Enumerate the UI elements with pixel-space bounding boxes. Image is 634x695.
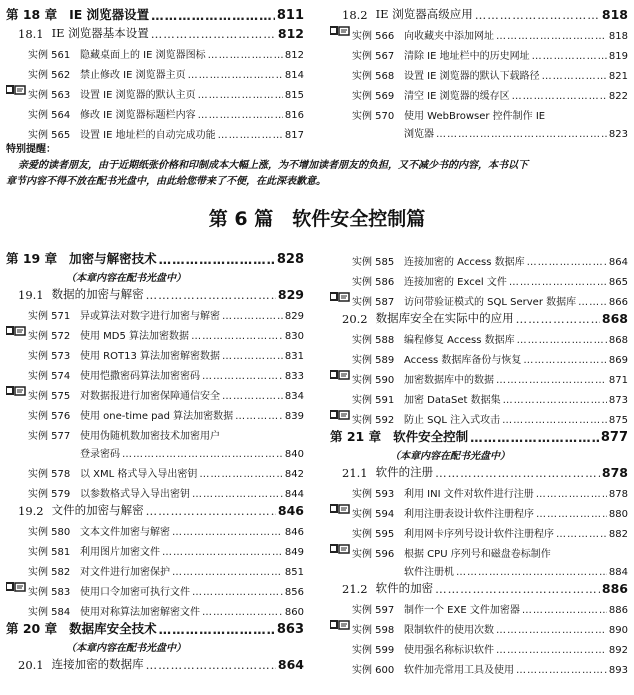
- page-number: 893: [608, 665, 628, 676]
- entry-label: 实例 566: [352, 31, 395, 42]
- toc-column-top-left: [6, 4, 304, 141]
- leader-dots: [523, 355, 606, 366]
- cd-example-icon: [6, 580, 26, 594]
- leader-dots: [522, 605, 607, 616]
- page-number: 812: [277, 26, 304, 41]
- entry-label: 实例 587: [352, 297, 395, 308]
- leader-dots: [146, 658, 276, 672]
- leader-dots: [496, 625, 607, 636]
- entry-label: 实例 574: [28, 371, 71, 382]
- leader-dots: [192, 587, 283, 598]
- page-number: 816: [284, 110, 304, 121]
- section-title: IE 浏览器基本设置: [51, 26, 149, 40]
- entry-title: 禁止修改 IE 浏览器主页: [80, 70, 186, 81]
- page-number: 823: [608, 129, 628, 140]
- leader-dots: [172, 527, 283, 538]
- entry-title: 软件加壳常用工具及使用: [404, 665, 514, 676]
- page-number: 878: [601, 465, 628, 480]
- entry-label: 实例 575: [28, 391, 71, 402]
- page-number: 873: [608, 395, 628, 406]
- toc-entry: [6, 460, 304, 480]
- leader-dots: [578, 297, 607, 308]
- page-number: 882: [608, 529, 628, 540]
- entry-title: 利用 INI 文件对软件进行注册: [404, 489, 534, 500]
- toc-entry: [330, 616, 628, 636]
- entry-label: 实例 563: [28, 90, 71, 101]
- toc-entry: [330, 308, 628, 326]
- entry-label: 实例 594: [352, 509, 395, 520]
- entry-title: 文本文件加密与解密: [80, 527, 170, 538]
- page-number: 880: [608, 509, 628, 520]
- page-number: 839: [284, 411, 304, 422]
- entry-label: 实例 573: [28, 351, 71, 362]
- entry-label: 实例 589: [352, 355, 395, 366]
- entry-label: 实例 579: [28, 489, 71, 500]
- section-title: 软件的加密: [375, 581, 434, 595]
- page-number: 821: [608, 71, 628, 82]
- section-label: 18.2: [342, 8, 368, 22]
- page-number: 846: [277, 503, 304, 518]
- entry-title: 清除 IE 地址栏中的历史网址: [404, 51, 530, 62]
- section-title: 数据的加密与解密: [51, 287, 144, 301]
- toc-entry: [330, 326, 628, 346]
- toc-entry: [330, 102, 628, 122]
- entry-title: 软件注册机: [404, 567, 454, 578]
- toc-entry: [330, 62, 628, 82]
- page-number: 875: [608, 415, 628, 426]
- leader-dots: [122, 449, 283, 460]
- page-number: 829: [277, 287, 304, 302]
- leader-dots: [192, 489, 283, 500]
- leader-dots: [527, 257, 607, 268]
- leader-dots: [202, 607, 283, 618]
- note-line-2: 章节内容不得不放在配书光盘中，由此给您带来了不便，在此深表歉意。: [6, 176, 326, 187]
- leader-dots: [435, 466, 600, 480]
- page-number: 814: [284, 70, 304, 81]
- entry-title: 登录密码: [80, 449, 120, 460]
- chapter-title: 加密与解密技术: [69, 251, 157, 266]
- toc-entry: [330, 122, 628, 140]
- toc-entry: [330, 248, 628, 268]
- toc-entry: [6, 538, 304, 558]
- page-number: 856: [284, 587, 304, 598]
- entry-label: 实例 585: [352, 257, 395, 268]
- leader-dots: [496, 645, 607, 656]
- toc-entry: [6, 4, 304, 23]
- toc-entry: [330, 346, 628, 366]
- chapter-note: （本章内容在配书光盘中）: [66, 273, 186, 284]
- toc-entry: [6, 500, 304, 518]
- entry-title: 异或算法对数字进行加密与解密: [80, 311, 220, 322]
- leader-dots: [496, 375, 607, 386]
- entry-title: 连接加密的 Access 数据库: [404, 257, 525, 268]
- toc-entry: [6, 362, 304, 382]
- leader-dots: [191, 331, 283, 342]
- toc-entry: [6, 101, 304, 121]
- section-title: 文件的加密与解密: [51, 503, 144, 517]
- chapter-title: 数据库安全技术: [69, 621, 157, 636]
- chapter-note: （本章内容在配书光盘中）: [390, 451, 510, 462]
- toc-entry: [6, 267, 304, 284]
- leader-dots: [512, 91, 607, 102]
- page-number: 892: [608, 645, 628, 656]
- toc-column-left: [6, 248, 304, 672]
- leader-dots: [222, 351, 283, 362]
- section-title: IE 浏览器高级应用: [375, 7, 473, 21]
- page-number: 884: [608, 567, 628, 578]
- cd-example-icon: [6, 83, 26, 97]
- leader-dots: [146, 288, 276, 302]
- entry-label: 实例 562: [28, 70, 71, 81]
- toc-entry: [330, 480, 628, 500]
- toc-entry: [6, 61, 304, 81]
- toc-entry: [330, 500, 628, 520]
- toc-entry: [6, 618, 304, 637]
- leader-dots: [172, 567, 283, 578]
- cd-example-icon: [6, 324, 26, 338]
- toc-entry: [6, 518, 304, 538]
- leader-dots: [517, 335, 607, 346]
- page-number: 844: [284, 489, 304, 500]
- entry-label: 实例 595: [352, 529, 395, 540]
- section-title: 软件的注册: [375, 465, 434, 479]
- entry-label: 实例 565: [28, 130, 71, 141]
- leader-dots: [222, 311, 283, 322]
- leader-dots: [556, 529, 607, 540]
- leader-dots: [536, 489, 607, 500]
- entry-title: 加密 DataSet 数据集: [404, 395, 501, 406]
- cd-example-icon: [330, 618, 350, 632]
- toc-entry: [330, 560, 628, 578]
- toc-entry: [6, 284, 304, 302]
- leader-dots: [199, 469, 282, 480]
- leader-dots: [159, 252, 275, 267]
- page-number: 851: [284, 567, 304, 578]
- entry-title: 限制软件的使用次数: [404, 625, 494, 636]
- entry-title: 清空 IE 浏览器的缓存区: [404, 91, 510, 102]
- leader-dots: [516, 665, 607, 676]
- entry-label: 实例 586: [352, 277, 395, 288]
- entry-title: 向收藏夹中添加网址: [404, 31, 494, 42]
- entry-label: 实例 571: [28, 311, 71, 322]
- page-number: 886: [601, 581, 628, 596]
- leader-dots: [435, 582, 600, 596]
- leader-dots: [235, 411, 283, 422]
- entry-title: 设置 IE 浏览器的默认主页: [80, 90, 196, 101]
- page-number: 818: [608, 31, 628, 42]
- toc-entry: [330, 656, 628, 676]
- note-line-1: 亲爱的读者朋友，由于近期纸张价格和印制成本大幅上涨，为不增加读者朋友的负担，又不减少书的内容，本书以下: [18, 160, 528, 171]
- page-number: 812: [284, 50, 304, 61]
- toc-entry: [6, 382, 304, 402]
- leader-dots: [536, 509, 607, 520]
- page-number: 842: [284, 469, 304, 480]
- entry-label: 实例 588: [352, 335, 395, 346]
- leader-dots: [496, 31, 607, 42]
- page-number: 860: [284, 607, 304, 618]
- entry-label: 实例 578: [28, 469, 71, 480]
- entry-label: 实例 599: [352, 645, 395, 656]
- toc-entry: [6, 41, 304, 61]
- chapter-title: IE 浏览器设置: [69, 7, 150, 22]
- toc-entry: [330, 4, 628, 22]
- toc-entry: [6, 342, 304, 362]
- leader-dots: [516, 312, 600, 326]
- leader-dots: [436, 129, 607, 140]
- toc-entry: [330, 596, 628, 616]
- page-number: 829: [284, 311, 304, 322]
- entry-label: 实例 570: [352, 111, 395, 122]
- page-number: 864: [277, 657, 304, 672]
- entry-title: 防止 SQL 注入式攻击: [404, 415, 501, 426]
- chapter-note: （本章内容在配书光盘中）: [66, 643, 186, 654]
- page-number: 878: [608, 489, 628, 500]
- cd-example-icon: [330, 408, 350, 422]
- entry-title: Access 数据库备份与恢复: [404, 355, 522, 366]
- page-number: 868: [601, 311, 628, 326]
- entry-label: 实例 596: [352, 549, 395, 560]
- entry-title: 使用 one-time pad 算法加密数据: [80, 411, 234, 422]
- section-title: 数据库安全在实际中的应用: [375, 311, 514, 325]
- cd-example-icon: [330, 24, 350, 38]
- page-number: 815: [284, 90, 304, 101]
- entry-title: 修改 IE 浏览器标题栏内容: [80, 110, 196, 121]
- leader-dots: [222, 391, 283, 402]
- page-number: 818: [601, 7, 628, 22]
- cd-example-icon: [330, 502, 350, 516]
- entry-title: 访问带验证模式的 SQL Server 数据库: [404, 297, 577, 308]
- entry-label: 实例 564: [28, 110, 71, 121]
- toc-entry: [6, 558, 304, 578]
- toc-entry: [330, 578, 628, 596]
- page-number: 828: [276, 252, 304, 267]
- special-note: [6, 140, 630, 188]
- leader-dots: [208, 50, 283, 61]
- section-label: 19.2: [18, 504, 44, 518]
- toc-entry: [330, 42, 628, 62]
- toc-entry: [6, 248, 304, 267]
- leader-dots: [503, 395, 607, 406]
- section-label: 18.1: [18, 27, 44, 41]
- entry-title: 制作一个 EXE 文件加密器: [404, 605, 520, 616]
- leader-dots: [146, 504, 276, 518]
- entry-title: 使用 MD5 算法加密数据: [80, 331, 190, 342]
- leader-dots: [542, 71, 607, 82]
- leader-dots: [509, 277, 607, 288]
- entry-label: 实例 581: [28, 547, 71, 558]
- page-number: 886: [608, 605, 628, 616]
- page-number: 849: [284, 547, 304, 558]
- toc-entry: [330, 406, 628, 426]
- toc-entry: [6, 23, 304, 41]
- entry-title: 对数据报进行加密保障通信安全: [80, 391, 220, 402]
- page-number: 831: [284, 351, 304, 362]
- toc-entry: [6, 637, 304, 654]
- toc-column-right: [330, 248, 628, 676]
- entry-label: 实例 582: [28, 567, 71, 578]
- leader-dots: [159, 622, 275, 637]
- toc-entry: [6, 322, 304, 342]
- cd-example-icon: [330, 290, 350, 304]
- chapter-label: 第 21 章: [330, 429, 382, 444]
- entry-label: 实例 568: [352, 71, 395, 82]
- toc-entry: [330, 366, 628, 386]
- entry-title: 设置 IE 浏览器的默认下载路径: [404, 71, 540, 82]
- leader-dots: [162, 547, 283, 558]
- page-number: 811: [276, 8, 304, 23]
- leader-dots: [470, 430, 599, 445]
- entry-label: 实例 561: [28, 50, 71, 61]
- leader-dots: [202, 371, 283, 382]
- page-number: 840: [284, 449, 304, 460]
- entry-title: 使用强名称标识软件: [404, 645, 494, 656]
- cd-example-icon: [330, 368, 350, 382]
- toc-entry: [6, 302, 304, 322]
- entry-label: 实例 597: [352, 605, 395, 616]
- page-number: 863: [276, 622, 304, 637]
- entry-title: 设置 IE 地址栏的自动完成功能: [80, 130, 216, 141]
- page-number: 890: [608, 625, 628, 636]
- toc-entry: [6, 480, 304, 500]
- page-number: 869: [608, 355, 628, 366]
- entry-label: 实例 583: [28, 587, 71, 598]
- toc-entry: [6, 442, 304, 460]
- toc-entry: [330, 636, 628, 656]
- section-title: 连接加密的数据库: [51, 657, 144, 671]
- entry-label: 实例 591: [352, 395, 395, 406]
- leader-dots: [456, 567, 607, 578]
- entry-label: 实例 577: [28, 431, 71, 442]
- entry-label: 实例 580: [28, 527, 71, 538]
- toc-entry: [330, 288, 628, 308]
- entry-label: 实例 567: [352, 51, 395, 62]
- page-number: 865: [608, 277, 628, 288]
- page-number: 819: [608, 51, 628, 62]
- entry-title: 使用 ROT13 算法加密解密数据: [80, 351, 221, 362]
- toc-entry: [6, 121, 304, 141]
- entry-title: 对文件进行加密保护: [80, 567, 170, 578]
- toc-entry: [330, 386, 628, 406]
- toc-entry: [330, 445, 628, 462]
- chapter-label: 第 20 章: [6, 621, 58, 636]
- toc-entry: [330, 426, 628, 445]
- entry-title: 使用口令加密可执行文件: [80, 587, 190, 598]
- entry-label: 实例 590: [352, 375, 395, 386]
- entry-title: 以 XML 格式导入导出密钥: [80, 469, 198, 480]
- chapter-label: 第 18 章: [6, 7, 58, 22]
- toc-entry: [330, 22, 628, 42]
- leader-dots: [532, 51, 607, 62]
- leader-dots: [198, 110, 283, 121]
- leader-dots: [151, 27, 276, 41]
- section-label: 21.1: [342, 466, 368, 480]
- entry-label: 实例 576: [28, 411, 71, 422]
- cd-example-icon: [6, 384, 26, 398]
- entry-label: 实例 598: [352, 625, 395, 636]
- entry-label: 实例 569: [352, 91, 395, 102]
- section-label: 20.2: [342, 312, 368, 326]
- entry-title: 以参数格式导入导出密钥: [80, 489, 190, 500]
- toc-entry: [6, 81, 304, 101]
- page-number: 822: [608, 91, 628, 102]
- page-number: 866: [608, 297, 628, 308]
- toc-entry: [6, 578, 304, 598]
- entry-title: 隐藏桌面上的 IE 浏览器图标: [80, 50, 206, 61]
- toc-entry: [6, 654, 304, 672]
- page-number: 830: [284, 331, 304, 342]
- page-number: 877: [600, 430, 628, 445]
- page-number: 864: [608, 257, 628, 268]
- entry-title: 加密数据库中的数据: [404, 375, 494, 386]
- chapter-label: 第 19 章: [6, 251, 58, 266]
- page-number: 871: [608, 375, 628, 386]
- entry-title: 根据 CPU 序列号和磁盘卷标制作: [404, 549, 551, 560]
- note-title: 特别提醒：: [6, 144, 56, 155]
- page-number: 834: [284, 391, 304, 402]
- entry-label: 实例 600: [352, 665, 395, 676]
- page-number: 868: [608, 335, 628, 346]
- leader-dots: [502, 415, 607, 426]
- toc-column-top-right: [330, 4, 628, 140]
- chapter-title: 软件安全控制: [393, 429, 469, 444]
- toc-entry: [330, 540, 628, 560]
- leader-dots: [475, 8, 600, 22]
- entry-title: 使用伪随机数加密技术加密用户: [80, 431, 220, 442]
- section-label: 20.1: [18, 658, 44, 672]
- toc-entry: [6, 422, 304, 442]
- toc-entry: [6, 402, 304, 422]
- entry-title: 利用网卡序列号设计软件注册程序: [404, 529, 554, 540]
- page-number: 833: [284, 371, 304, 382]
- page-number: 817: [284, 130, 304, 141]
- section-label: 21.2: [342, 582, 368, 596]
- entry-title: 编程修复 Access 数据库: [404, 335, 515, 346]
- toc-entry: [330, 520, 628, 540]
- toc-entry: [330, 462, 628, 480]
- entry-title: 利用注册表设计软件注册程序: [404, 509, 534, 520]
- leader-dots: [151, 8, 275, 23]
- cd-example-icon: [330, 542, 350, 556]
- entry-label: 实例 592: [352, 415, 395, 426]
- entry-label: 实例 593: [352, 489, 395, 500]
- entry-title: 使用恺撒密码算法加密密码: [80, 371, 200, 382]
- page-number: 846: [284, 527, 304, 538]
- entry-title: 浏览器: [404, 129, 434, 140]
- entry-title: 使用 WebBrowser 控件制作 IE: [404, 111, 546, 122]
- entry-label: 实例 584: [28, 607, 71, 618]
- entry-title: 连接加密的 Excel 文件: [404, 277, 507, 288]
- entry-label: 实例 572: [28, 331, 71, 342]
- toc-entry: [330, 268, 628, 288]
- entry-title: 使用对称算法加密解密文件: [80, 607, 200, 618]
- toc-entry: [330, 82, 628, 102]
- leader-dots: [188, 70, 283, 81]
- toc-entry: [6, 598, 304, 618]
- section-label: 19.1: [18, 288, 44, 302]
- entry-title: 利用图片加密文件: [80, 547, 160, 558]
- leader-dots: [198, 90, 283, 101]
- part-title: 第 6 篇 软件安全控制篇: [208, 208, 426, 230]
